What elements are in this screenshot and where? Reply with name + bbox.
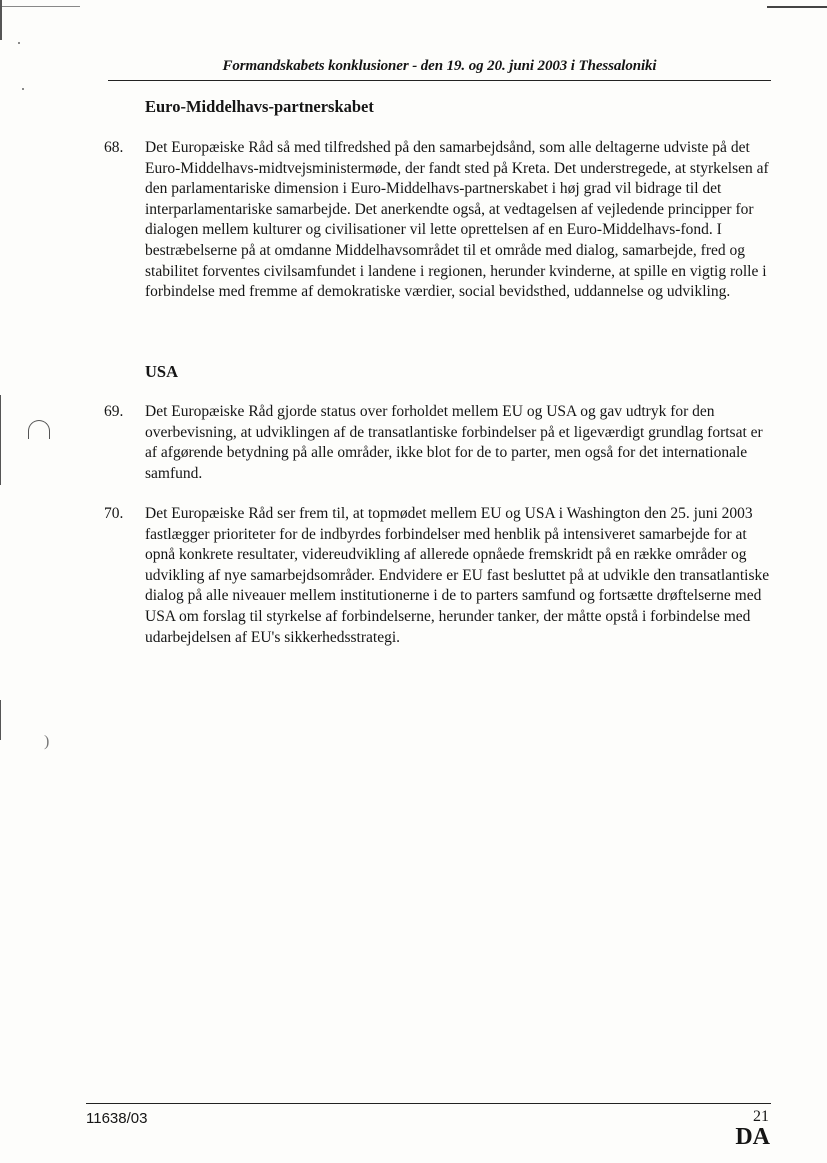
scan-speck bbox=[18, 42, 20, 44]
scan-margin-mark bbox=[0, 0, 2, 40]
scan-speck bbox=[22, 88, 24, 90]
scan-mark: ) bbox=[44, 733, 50, 750]
footer-divider bbox=[86, 1103, 771, 1104]
scan-margin-mark bbox=[0, 700, 1, 740]
document-code: 11638/03 bbox=[86, 1110, 148, 1127]
language-code: DA bbox=[735, 1124, 770, 1150]
page-number: 21 bbox=[753, 1108, 769, 1125]
paragraph-70 bbox=[104, 504, 774, 648]
scan-edge-line bbox=[0, 6, 80, 7]
paragraph-text: Det Europæiske Råd ser frem til, at topmødet mellem EU og USA i Washington den 25. juni 2003 fastlægger prioriteter for de indbyrdes forbindelser med henblik på intensiveret samarbejde for at opnå konkrete resultater, videreudvikling af allerede opnåede fremskridt på en række områder og udvikling af nye samarbejdsområder. Endvidere er EU fast besluttet på at udvikle den transatlantiske dialog på alle niveauer mellem institutionerne i de to parters samfund og fortsætte drøftelserne med USA om forslag til styrkelse af forbindelserne, herunder tanker, der måtte opstå i forbindelse med udarbejdelsen af EU's sikkerhedsstrategi. bbox=[145, 505, 770, 646]
header-divider bbox=[108, 80, 771, 81]
punch-hole-arc bbox=[28, 420, 50, 439]
paragraph-68 bbox=[104, 138, 774, 303]
paragraph-number: 70. bbox=[104, 505, 124, 522]
scan-edge-line bbox=[767, 6, 827, 8]
section-heading-euro-mediterranean: Euro-Middelhavs-partnerskabet bbox=[145, 97, 374, 116]
paragraph-text: Det Europæiske Råd så med tilfredshed på den samarbejdsånd, som alle deltagerne udviste på det Euro-Middelhavs-midtvejsministermøde, der fandt sted på Kreta. Det understregede, at styrkelsen af den parlamentariske dimension i Euro-Middelhavs-partnerskabet i høj grad vil bidrage til det interparlamentariske samarbejde. Det anerkendte også, at vedtagelsen af vejledende principper for dialogen mellem kulturer og civilisationer vil lette oprettelsen af en Euro-Middelhavs-fond. I bestræbelserne på at omdanne Middelhavsområdet til et område med dialog, samarbejde, fred og stabilitet forventes civilsamfundet i landene i regionen, herunder kvinderne, at spille en vigtig rolle i forbindelse med fremme af demokratiske værdier, social bevidsthed, uddannelse og udvikling. bbox=[145, 139, 769, 301]
paragraph-text: Det Europæiske Råd gjorde status over forholdet mellem EU og USA og gav udtryk for den overbevisning, at udviklingen af de transatlantiske forbindelser på et ligeværdigt grundlag fortsat er af afgørende betydning på alle områder, ikke blot for de to parter, men også for det internationale samfund. bbox=[145, 403, 763, 482]
paragraph-number: 69. bbox=[104, 403, 124, 420]
section-heading-usa: USA bbox=[145, 362, 179, 381]
scan-margin-mark bbox=[0, 395, 1, 485]
paragraph-69 bbox=[104, 402, 774, 484]
paragraph-number: 68. bbox=[104, 139, 124, 156]
page-header-title: Formandskabets konklusioner - den 19. og 20. juni 2003 i Thessaloniki bbox=[222, 58, 657, 74]
